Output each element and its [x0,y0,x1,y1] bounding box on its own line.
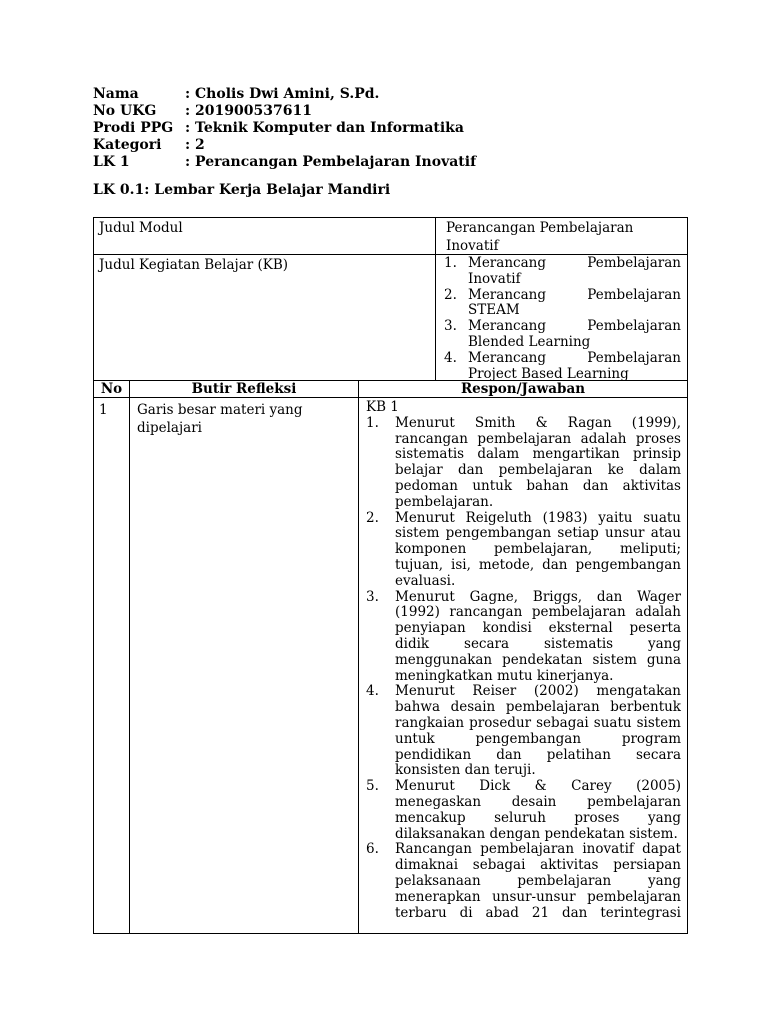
header-value: : Cholis Dwi Amini, S.Pd. [185,86,380,102]
th-butir [129,380,359,398]
header-label: Prodi PPG [93,120,174,136]
list-item: 3. Merancang Pembelajaran Blended Learning [444,318,681,350]
th-no [93,380,130,398]
list-item: 3. Menurut Gagne, Briggs, dan Wager (1992) rancangan pembelajaran adalah penyiapan kondisi eksternal peserta didik secara sistematis yang menggunakan pendekatan sistem guna meningkatkan mutu kinerjanya. [366,588,681,684]
list-item: 2. Merancang Pembelajaran STEAM [444,286,681,319]
header-value: : 201900537611 [185,103,312,119]
header-row-lk [93,154,476,171]
list-item: 6. Rancangan pembelajaran inovatif dapat dimaknai sebagai aktivitas persiapan pelaksanaan pembelajaran yang menerapkan unsur-unsur pembelajaran terbaru di abad 21 dan terintegrasi [366,841,681,921]
row1-butir-cell [129,397,359,934]
row-number: 1 [99,402,108,418]
header-row-no-ukg [93,103,476,120]
header-value: : Teknik Komputer dan Informatika [185,120,464,136]
header-label: No UKG [93,103,157,119]
th-respon [358,380,688,398]
worksheet-title: LK 0.1: Lembar Kerja Belajar Mandiri [93,182,391,198]
list-item: 1. Menurut Smith & Ragan (1999), rancangan pembelajaran adalah proses sistematis dalam mengartikan prinsip belajar dan pembelajaran ke dalam pedoman untuk bahan dan aktivitas pembelajaran. [366,414,681,510]
judul-modul-value: Perancangan Pembelajaran Inovatif [446,220,634,254]
judul-modul-value-cell [435,217,688,255]
judul-modul-label: Judul Modul [99,220,183,236]
judul-kb-label: Judul Kegiatan Belajar (KB) [99,257,289,273]
column-header-respon: Respon/Jawaban [460,381,586,397]
judul-modul-label-cell [93,217,436,255]
row1-no-cell [93,397,130,934]
header-label: Kategori [93,137,162,153]
list-item: 4. Merancang Pembelajaran Project Based Learning [444,349,681,382]
kb-list [436,255,687,382]
header-row-kategori [93,137,476,154]
header-value: : 2 [185,137,205,153]
row1-respon-cell [358,397,688,934]
list-item: 1. Merancang Pembelajaran Inovatif [444,255,681,287]
column-header-butir: Butir Refleksi [191,381,297,397]
list-item: 4. Menurut Reiser (2002) mengatakan bahwa desain pembelajaran berbentuk rangkaian prosedur sebagai suatu sistem untuk pengembangan program pendidikan dan pelatihan secara konsisten dan teruji. [366,683,681,779]
identity-header [93,86,476,171]
judul-kb-label-cell [93,254,436,381]
list-item: 5. Menurut Dick & Carey (2005) menegaskan desain pembelajaran mencakup seluruh proses yang dilaksanakan dengan pendekatan sistem. [366,778,681,842]
header-label: Nama [93,86,139,102]
kb-label: KB 1 [366,399,399,415]
header-value: : Perancangan Pembelajaran Inovatif [185,154,477,170]
list-item: 2. Menurut Reigeluth (1983) yaitu suatu sistem pengembangan setiap unsur atau komponen pembelajaran, meliputi; tujuan, isi, metode, dan pengembangan evaluasi. [366,509,681,589]
judul-kb-list-cell [435,254,688,381]
header-row-nama [93,86,476,103]
header-label: LK 1 [93,154,130,170]
respon-list [366,416,681,922]
column-header-no: No [100,381,123,397]
header-row-prodi [93,120,476,137]
butir-refleksi-text: Garis besar materi yang dipelajari [137,402,303,436]
